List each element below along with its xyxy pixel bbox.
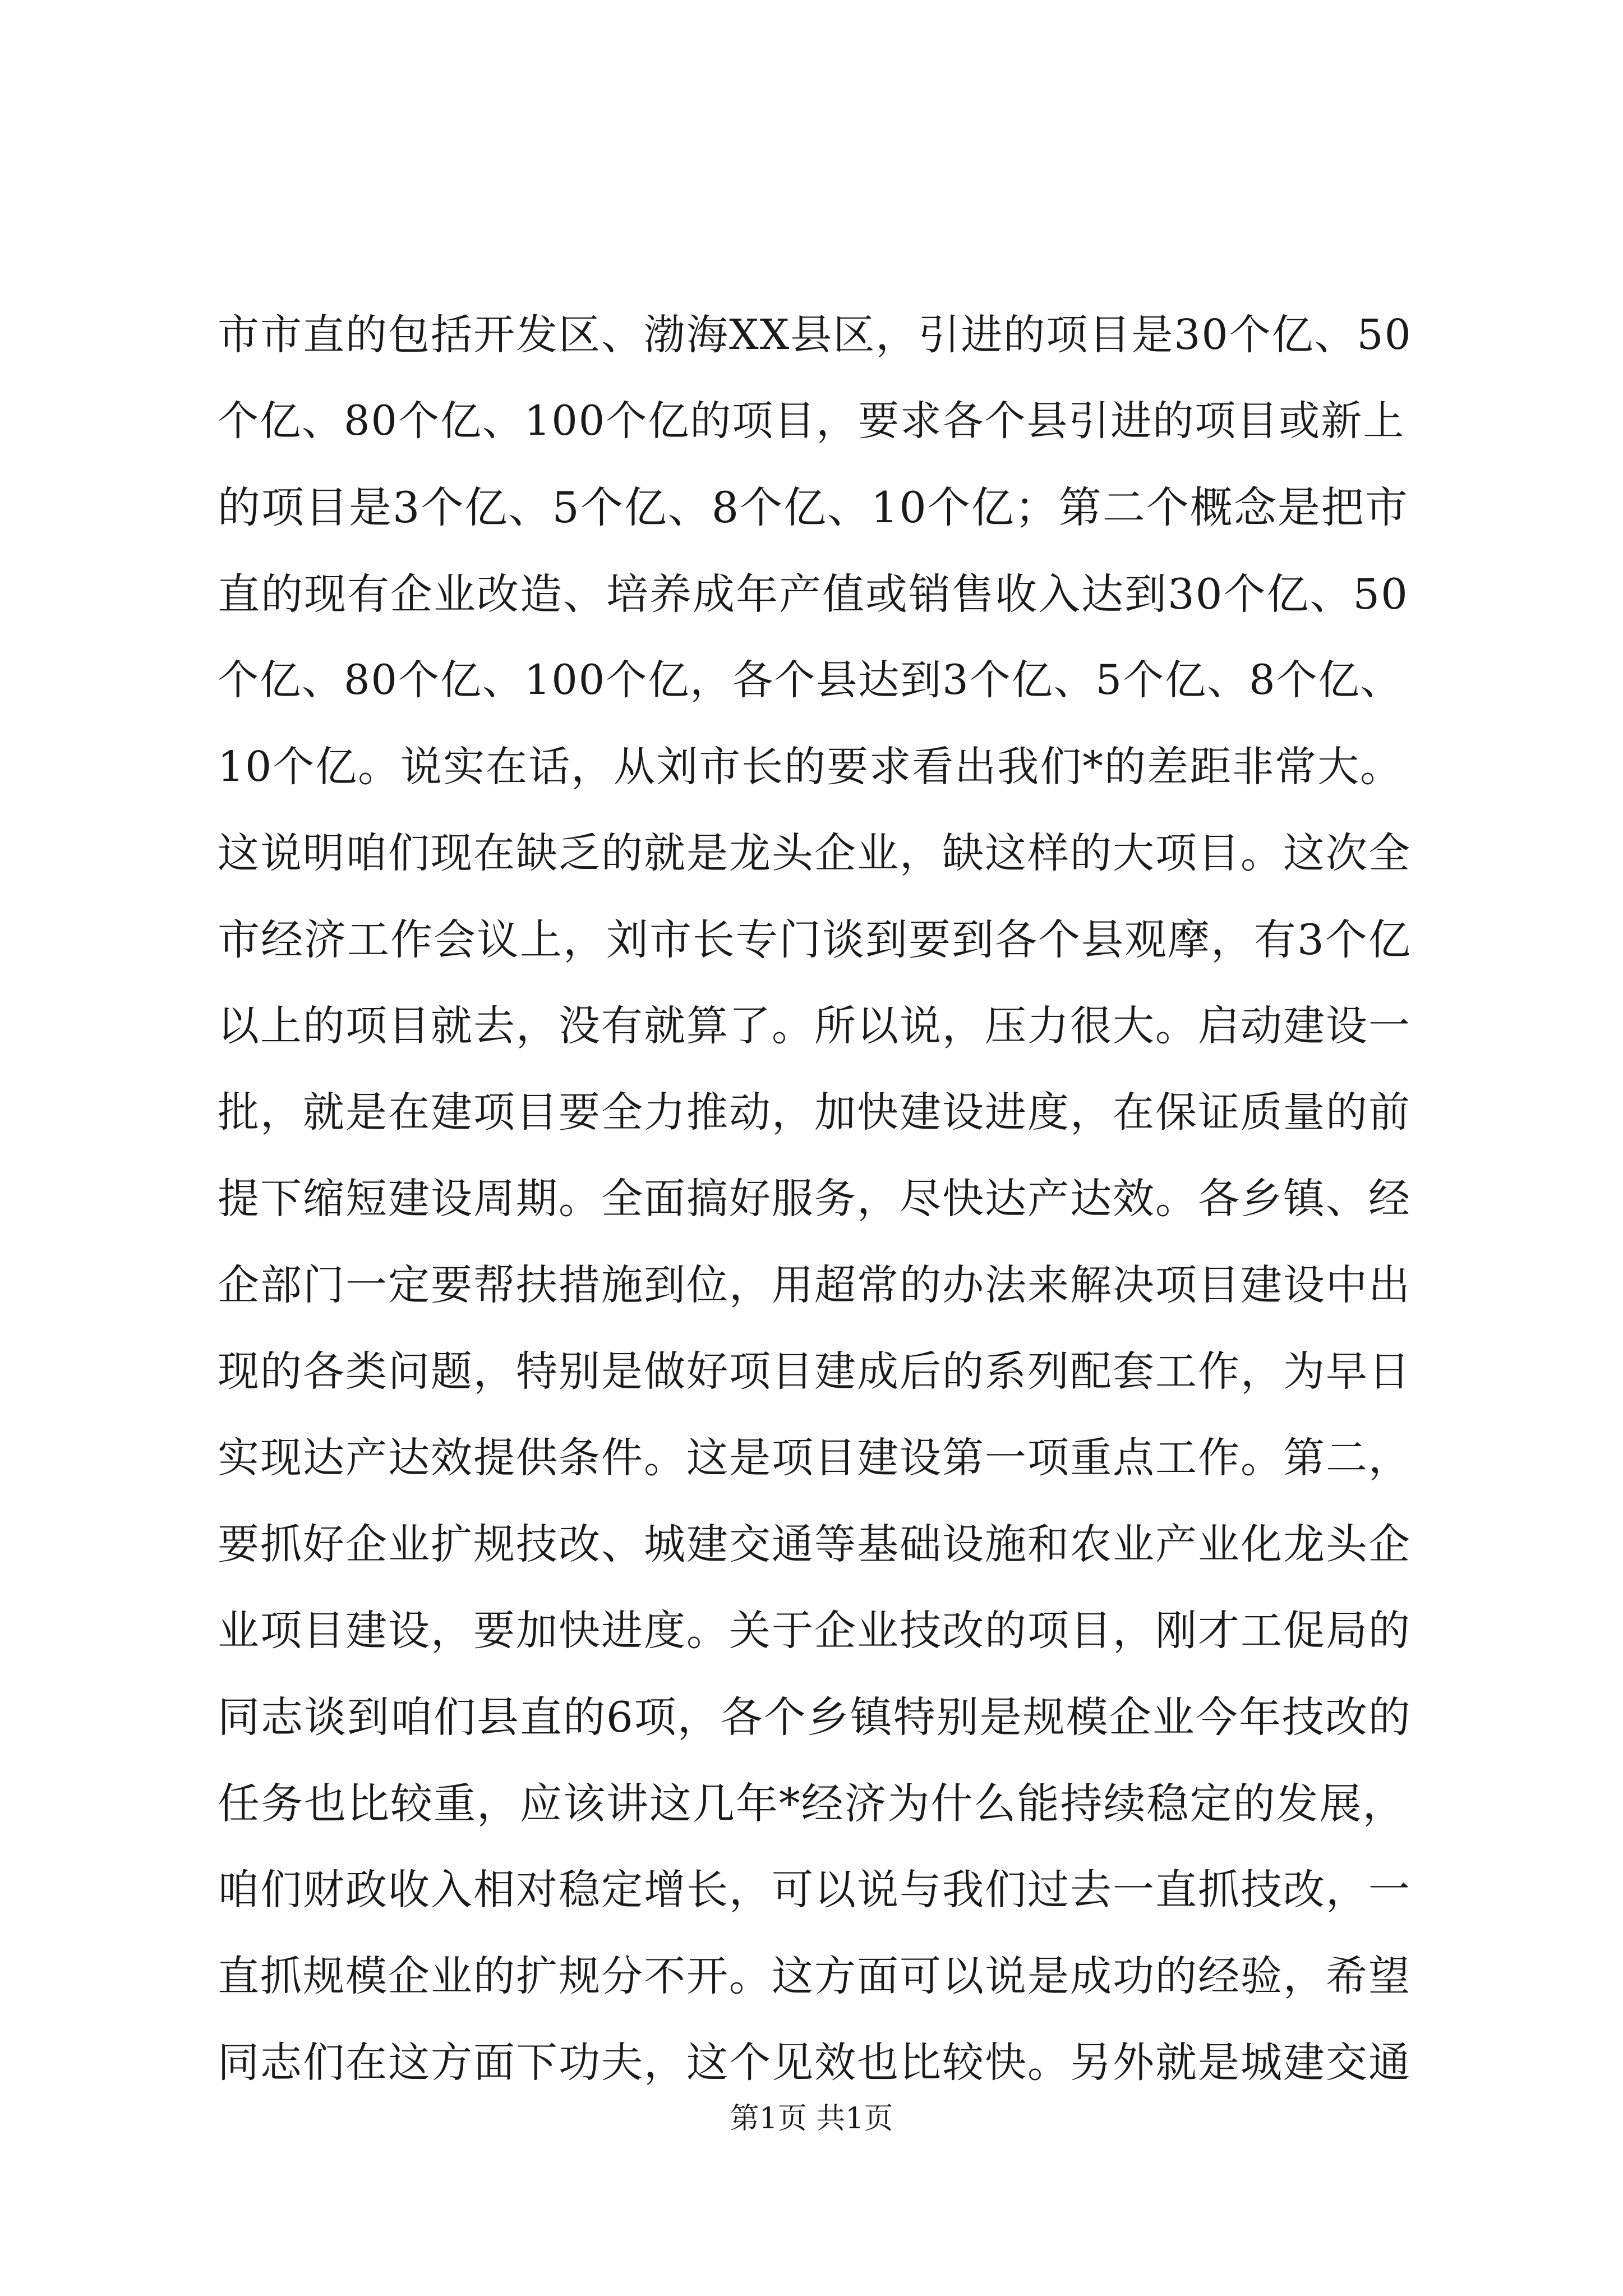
text-line: 同志谈到咱们县直的6项，各个乡镇特别是规模企业今年技改的: [218, 1692, 1412, 1742]
text-line: 任务也比较重，应该讲这几年*经济为什么能持续稳定的发展，: [218, 1779, 1406, 1828]
text-line: 直的现有企业改造、培养成年产值或销售收入达到30个亿、50: [218, 569, 1409, 619]
text-line: 个亿、80个亿、100个亿，各个县达到3个亿、5个亿、8个亿、: [218, 656, 1403, 704]
text-line: 提下缩短建设周期。全面搞好服务，尽快达产达效。各乡镇、经: [218, 1175, 1411, 1223]
text-line: 咱们财政收入相对稳定增长，可以说与我们过去一直抓技改，一: [218, 1866, 1411, 1914]
text-line: 个亿、80个亿、100个亿的项目，要求各个县引进的项目或新上: [218, 397, 1405, 445]
text-line: 10个亿。说实在话，从刘市长的要求看出我们*的差距非常大。: [218, 743, 1403, 791]
page-number-footer: 第1页 共1页: [730, 2102, 893, 2136]
text-line: 市市直的包括开发区、渤海XX县区，引进的项目是30个亿、50: [218, 311, 1412, 359]
text-line: 直抓规模企业的扩规分不开。这方面可以说是成功的经验，希望: [218, 1952, 1411, 2000]
text-line: 现的各类问题，特别是做好项目建成后的系列配套工作，为早日: [218, 1347, 1411, 1396]
text-line: 要抓好企业扩规技改、城建交通等基础设施和农业产业化龙头企: [218, 1520, 1411, 1568]
text-line: 企部门一定要帮扶措施到位，用超常的办法来解决项目建设中出: [218, 1261, 1411, 1309]
text-line: 的项目是3个亿、5个亿、8个亿、10个亿；第二个概念是把市: [218, 482, 1409, 532]
text-line: 业项目建设，要加快进度。关于企业技改的项目，刚才工促局的: [218, 1607, 1411, 1655]
text-line: 以上的项目就去，没有就算了。所以说，压力很大。启动建设一: [218, 1002, 1411, 1050]
body-text: [218, 292, 1418, 2106]
text-line: 批，就是在建项目要全力推动，加快建设进度，在保证质量的前: [218, 1088, 1411, 1137]
text-line: 实现达产达效提供条件。这是项目建设第一项重点工作。第二，: [218, 1434, 1411, 1482]
text-line: 这说明咱们现在缺乏的就是龙头企业，缺这样的大项目。这次全: [218, 829, 1411, 877]
text-line: 同志们在这方面下功夫，这个见效也比较快。另外就是城建交通: [218, 2039, 1411, 2087]
text-line: 市经济工作会议上，刘市长专门谈到要到各个县观摩，有3个亿: [218, 915, 1412, 964]
